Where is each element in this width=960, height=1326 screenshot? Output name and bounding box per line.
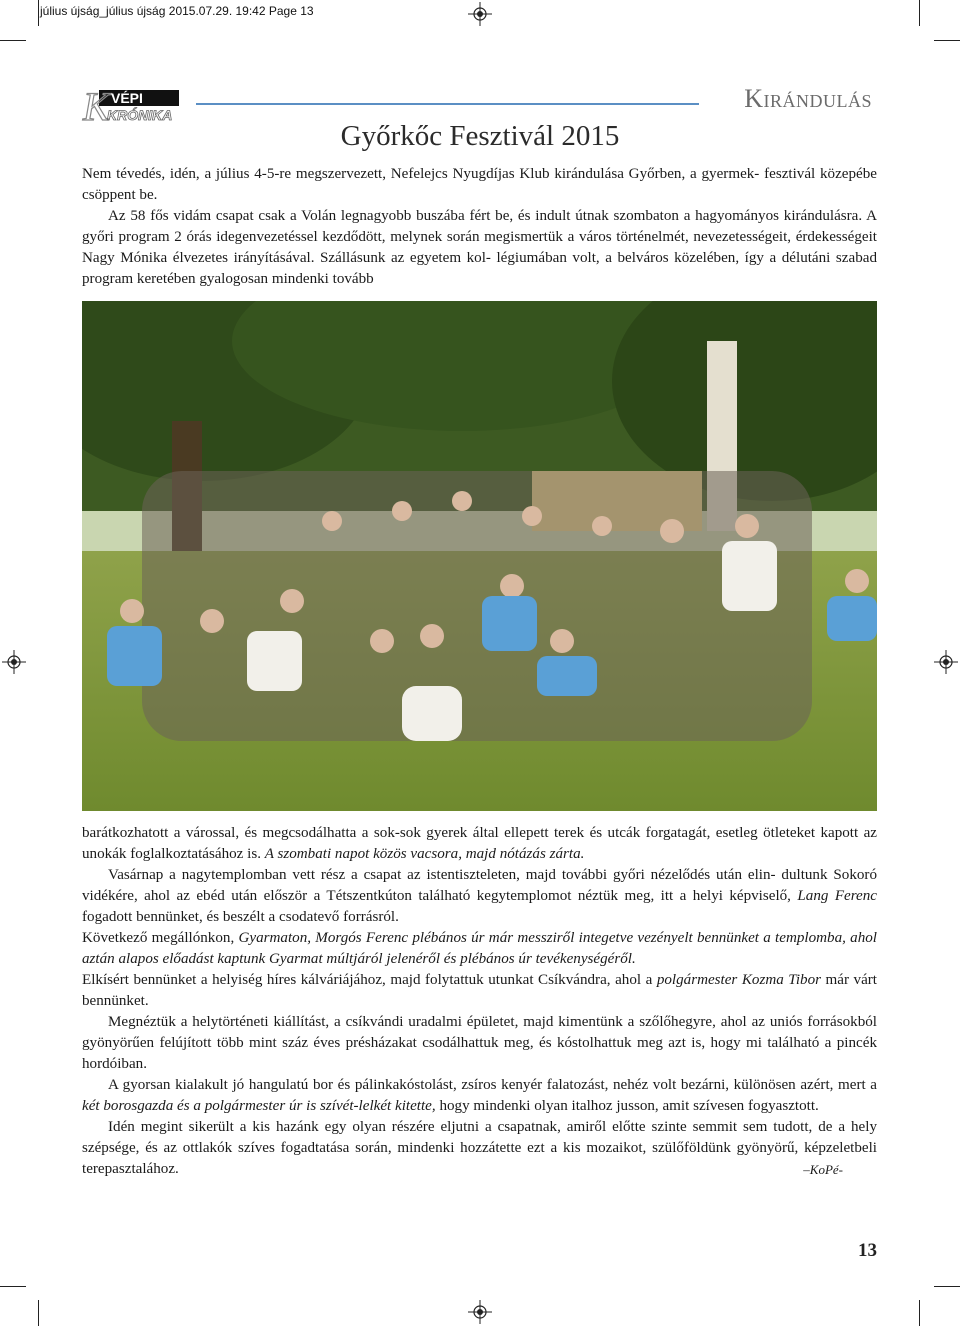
body-text: Következő megállónkon,: [82, 930, 235, 946]
author-signature: –KoPé-: [803, 1162, 843, 1177]
crop-mark: [919, 0, 920, 26]
intro-paragraph: Az 58 fős vidám csapat csak a Volán legnagyobb buszába fért be, és indult útnak szombaton a hagyományos kirándulásra. A győri program 2 órás idegenvezetéssel kezdődött, melynek során megismertük a város történelmét, nevezetességeit, érdekességeit Nagy Mónika élvezetes irányításával. Szállásunk az egyetem kol- légiumában volt, a belváros közelében, így a délutáni szabad program keretében gyalogosan mindenki tovább: [82, 208, 877, 287]
body-italic: két borosgazda és a polgármester úr is szívét-lelkét kitette,: [82, 1098, 436, 1114]
registration-mark-icon: [468, 2, 492, 26]
body-italic: polgármester Kozma Tibor: [656, 972, 822, 988]
article-title: Győrkőc Fesztivál 2015: [340, 120, 620, 152]
registration-mark-icon: [2, 650, 26, 674]
group-photo: [82, 301, 877, 811]
registration-mark-icon: [934, 650, 958, 674]
section-title: Kirándulás: [744, 84, 872, 113]
body-text: Elkísért bennünket a helyiség híres kálváriájához, majd folytattuk utunkat Csíkvándra, ahol a: [82, 972, 653, 988]
body-text: Vasárnap a nagytemplomban vett rész a csapat az istentiszteleten, majd további győri nézelődés után elin- dultunk Sokoró vidékére, ahol az ebéd után először a Tétszentkúton található kegytemplomot néztük meg, itt a helyi képviselő,: [82, 867, 877, 904]
body-text: hogy mindenki olyan italhoz jusson, amit szívesen fogyasztott.: [439, 1098, 819, 1114]
print-datetime: 2015.07.29. 19:42: [168, 4, 266, 18]
header-rule: [196, 103, 699, 105]
group-photo-image: [82, 301, 877, 811]
body-paragraph: [82, 865, 877, 928]
intro-paragraph: Nem tévedés, idén, a július 4-5-re megszervezett, Nefelejcs Nyugdíjas Klub kirándulása Győrben, a gyermek- fesztivál közepébe csöppent be.: [82, 166, 877, 203]
body-paragraph: [82, 823, 877, 865]
print-filename: július újság_július újság: [40, 4, 166, 18]
article-intro: [82, 164, 877, 290]
body-text: barátkozhatott a várossal, és megcsodálhatta a sok-sok gyerek által ellepett terek és utcák forgatagát, esetleg ötleteket kapott az unokák foglalkoztatásához is.: [82, 825, 877, 862]
body-paragraph: Megnéztük a helytörténeti kiállítást, a csíkvándi uradalmi épületet, majd kimentünk a szőlőhegyre, ahol az uniós forrásokból gyönyörűen felújított több mint száz éves présházakat csodálhattuk meg, és kóstolhattuk meg azt is, hogy mi található a pincék hordóiban.: [82, 1014, 877, 1072]
body-text: fogadott bennünket, és beszélt a csodatevő forrásról.: [82, 909, 399, 925]
article-body: [82, 823, 877, 1180]
page-number: 13: [858, 1240, 877, 1261]
registration-mark-icon: [468, 1300, 492, 1324]
crop-mark: [0, 40, 26, 41]
crop-mark: [934, 40, 960, 41]
vepi-kronika-logo: [77, 86, 181, 124]
crop-mark: [934, 1286, 960, 1287]
logo-text-bottom: KRÓNIKA: [107, 107, 173, 123]
body-text: Idén megint sikerült a kis hazánk egy olyan részére eljutni a csapatnak, amiről előtte szinte semmit sem tudott, de a hely szépsége, és az ottlakók szíves fogadtatása során, mindenki hozzátette ezt a kis mozaikot, szülőföldünk gyönyörű, képzeletbeli terepasztalához.: [82, 1119, 877, 1177]
crop-mark: [0, 1286, 26, 1287]
body-paragraph: [82, 1075, 877, 1117]
body-paragraph: [82, 1117, 877, 1180]
print-slug: [40, 4, 314, 18]
body-text: A gyorsan kialakult jó hangulatú bor és pálinkakóstolást, zsíros kenyér falatozást, nehéz volt bezárni, különösen azért, mert a: [108, 1077, 877, 1093]
body-text: már várt bennünket.: [82, 972, 877, 1009]
body-italic: A szombati napot közös vacsora, majd nótázás zárta.: [264, 846, 585, 862]
crop-mark: [38, 0, 39, 26]
body-paragraph: [82, 928, 877, 970]
print-page: Page 13: [268, 4, 314, 18]
logo-text-top: VÉPI: [111, 90, 143, 106]
body-paragraph: [82, 970, 877, 1012]
logo-letter: K: [83, 86, 110, 124]
crop-mark: [919, 1300, 920, 1326]
body-italic: Lang Ferenc: [797, 888, 877, 904]
body-italic: Gyarmaton, Morgós Ferenc plébános úr már messziről integetve vezényelt bennünket a templomba, ahol aztán alapos előadást kaptunk Gyarmat múltjáról jelenéről és plébános úr tevékenységéről.: [82, 930, 877, 967]
crop-mark: [38, 1300, 39, 1326]
